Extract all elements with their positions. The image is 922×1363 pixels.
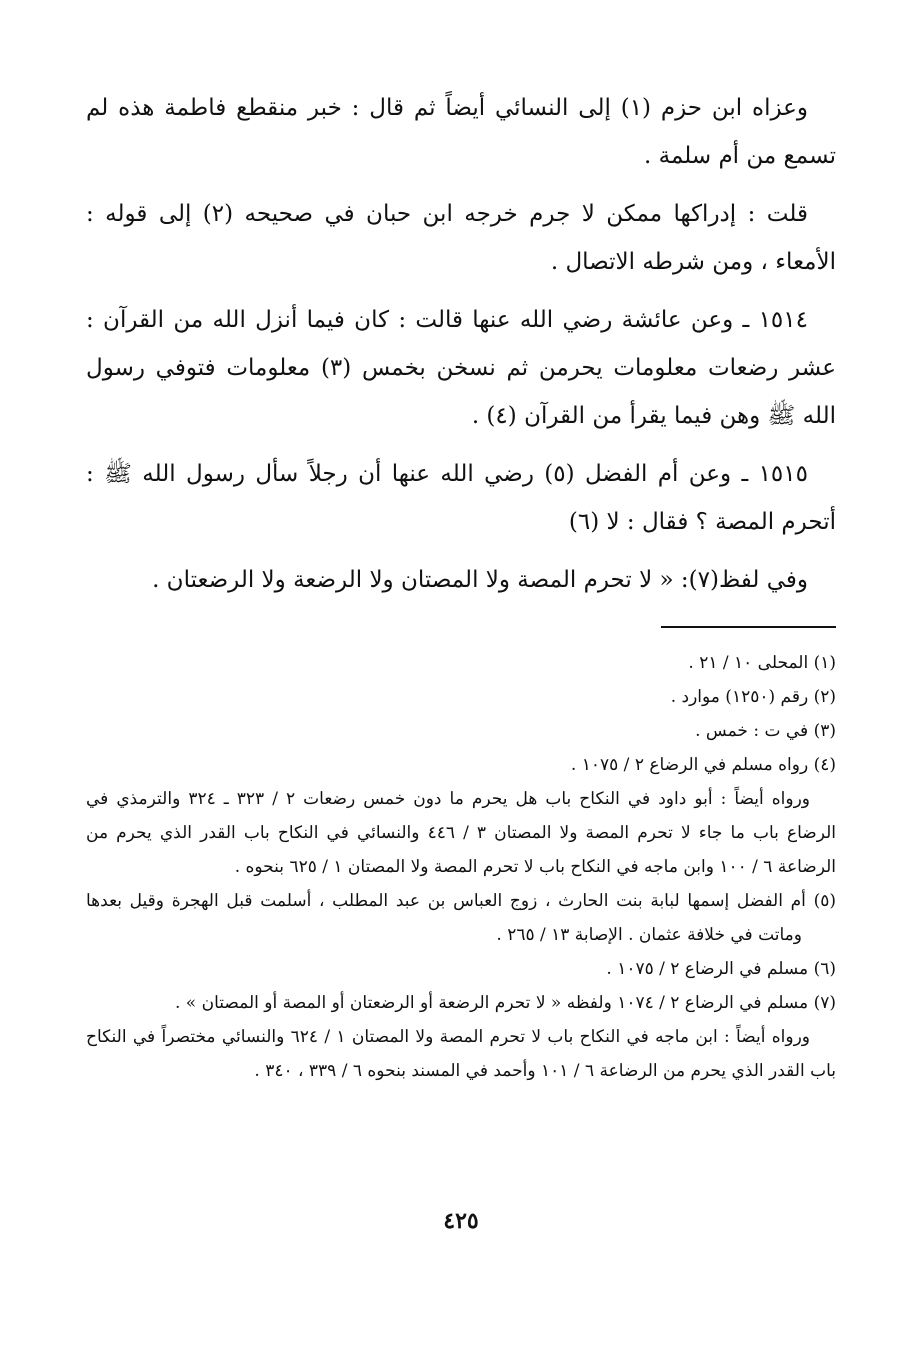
paragraph-qultu: قلت : إدراكها ممكن لا جرم خرجه ابن حبان في صحيحه (٢) إلى قوله : الأمعاء ، ومن شرطه الاتصال . [86, 201, 836, 275]
footnotes [86, 646, 836, 1088]
footnote-separator [661, 626, 836, 628]
footnote-3: (٣) في ت : خمس . [695, 721, 836, 741]
page-number: ٤٢٥ [443, 1208, 479, 1234]
footnote-4: (٤) رواه مسلم في الرضاع ٢ / ١٠٧٥ . [570, 755, 836, 775]
main-text [86, 84, 836, 604]
footnote-7: (٧) مسلم في الرضاع ٢ / ١٠٧٤ ولفظه « لا تحرم الرضعة أو الرضعتان أو المصة أو المصتان » . [174, 993, 836, 1013]
footnote-1: (١) المحلى ١٠ / ٢١ . [688, 653, 836, 673]
footnote-separator-wrap [86, 604, 836, 646]
paragraph-wording: وفي لفظ(٧): « لا تحرم المصة ولا المصتان ولا الرضعة ولا الرضعتان . [152, 567, 808, 593]
footnote-7-continued: ورواه أيضاً : ابن ماجه في النكاح باب لا تحرم المصة ولا المصتان ١ / ٦٢٤ والنسائي مختصراً في النكاح باب القدر الذي يحرم من الرضاعة ٦ / ١٠١ وأحمد في المسند بنحوه ٦ / ٣٣٩ ، ٣٤٠ . [86, 1027, 836, 1081]
footnote-5: (٥) أم الفضل إسمها لبابة بنت الحارث ، زوج العباس بن عبد المطلب ، أسلمت قبل الهجرة وقيل بعدها وماتت في خلافة عثمان . الإصابة ١٣ / ٢٦٥ . [86, 891, 836, 945]
footnote-4-continued: ورواه أيضاً : أبو داود في النكاح باب هل يحرم ما دون خمس رضعات ٢ / ٣٢٣ ـ ٣٢٤ والترمذي في الرضاع باب ما جاء لا تحرم المصة ولا المصتان ٣ / ٤٤٦ والنسائي في النكاح باب القدر الذي يحرم من الرضاعة ٦ / ١٠٠ وابن ماجه في النكاح باب لا تحرم المصة ولا المصتان ١ / ٦٢٥ بنحوه . [86, 789, 837, 877]
page-body [86, 84, 836, 1088]
hadith-1514: ١٥١٤ ـ وعن عائشة رضي الله عنها قالت : كان فيما أنزل الله من القرآن : عشر رضعات معلومات يحرمن ثم نسخن بخمس (٣) معلومات فتوفي رسول الله ﷺ وهن فيما يقرأ من القرآن (٤) . [86, 307, 836, 429]
hadith-1515: ١٥١٥ ـ وعن أم الفضل (٥) رضي الله عنها أن رجلاً سأل رسول الله ﷺ : أتحرم المصة ؟ فقال : لا (٦) [86, 461, 836, 535]
footnote-2: (٢) رقم (١٢٥٠) موارد . [670, 687, 836, 707]
paragraph-ibn-hazm: وعزاه ابن حزم (١) إلى النسائي أيضاً ثم قال : خبر منقطع فاطمة هذه لم تسمع من أم سلمة . [86, 95, 836, 169]
footnote-6: (٦) مسلم في الرضاع ٢ / ١٠٧٥ . [606, 959, 836, 979]
